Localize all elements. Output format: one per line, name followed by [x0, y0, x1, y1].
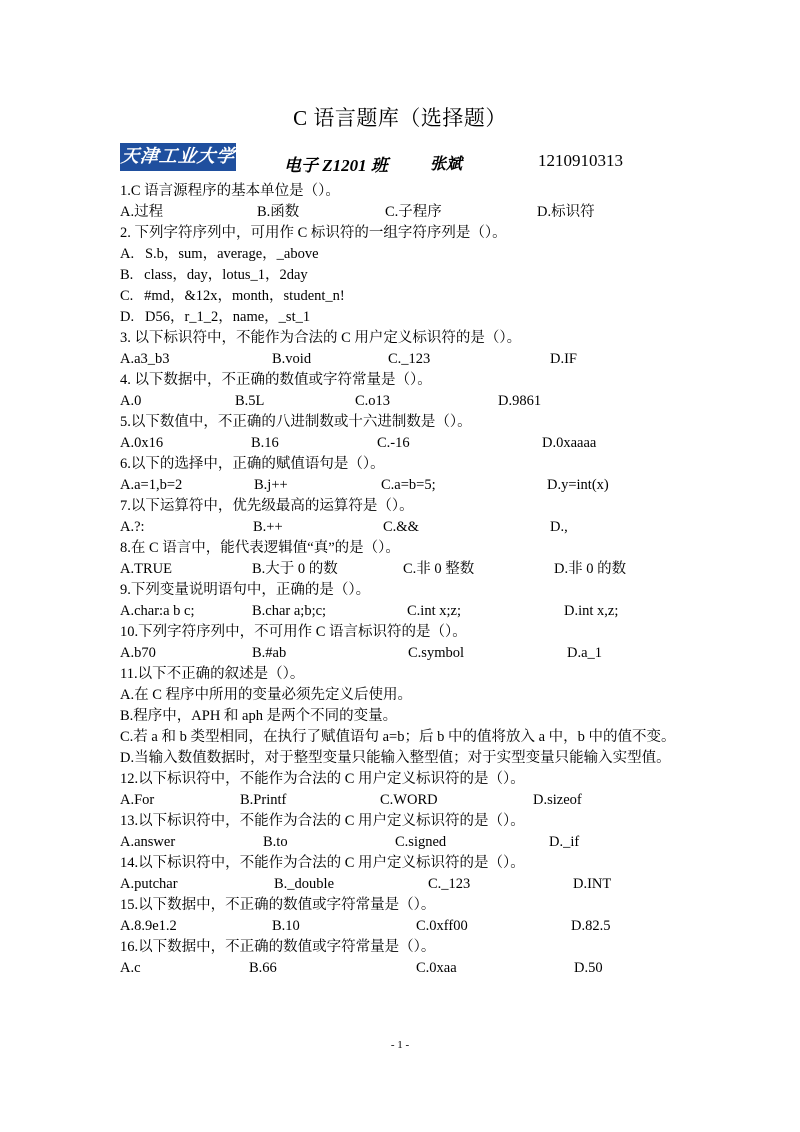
option-d: D._if: [549, 834, 580, 850]
option-c: C.若 a 和 b 类型相同，在执行了赋值语句 a=b；后 b 中的值将放入 a 中，b 中的值不变。: [120, 729, 676, 745]
question-16-options: [120, 958, 680, 979]
university-logo: [120, 143, 236, 171]
option-a: A.b70: [120, 645, 156, 661]
option-b: B.j++: [254, 477, 288, 493]
option-c: C.-16: [377, 435, 410, 451]
question-5-options: [120, 433, 680, 454]
option-b: B.5L: [235, 393, 265, 409]
option-d: D.50: [574, 960, 603, 976]
option-d: D. D56，r_1_2，name，_st_1: [120, 309, 311, 325]
option-b: B._double: [274, 876, 335, 892]
question-6-stem: 6.以下的选择中，正确的赋值语句是（）。: [120, 456, 385, 472]
option-c: C. #md，&12x，month，student_n!: [120, 288, 345, 304]
question-9-options: [120, 601, 680, 622]
question-11-stem: 11.以下不正确的叙述是（）。: [120, 666, 305, 682]
option-a: A.0: [120, 393, 142, 409]
option-c: C.子程序: [385, 204, 442, 220]
question-15-options: [120, 916, 680, 937]
question-8-stem: 8.在 C 语言中，能代表逻辑值“真”的是（）。: [120, 540, 400, 556]
question-1-options: [120, 202, 680, 223]
question-12-stem: 12.以下标识符中，不能作为合法的 C 用户定义标识符的是（）。: [120, 771, 525, 787]
option-d: D.0xaaaa: [542, 435, 597, 451]
option-c: C.&&: [383, 519, 419, 535]
question-13-options: [120, 832, 680, 853]
option-a: A.answer: [120, 834, 176, 850]
option-c: C.a=b=5;: [381, 477, 436, 493]
option-a: A.过程: [120, 204, 164, 220]
student-name: 张斌: [430, 156, 463, 173]
option-a: A.TRUE: [120, 561, 172, 577]
page-title: C 语言题库（选择题）: [293, 106, 507, 130]
option-a: A.?:: [120, 519, 145, 535]
option-c: C.int x;z;: [407, 603, 461, 619]
option-d: D.,: [550, 519, 568, 535]
option-b: B.10: [272, 918, 300, 934]
question-2-stem: 2. 下列字符序列中，可用作 C 标识符的一组字符序列是（）。: [120, 225, 507, 241]
option-c: C._123: [428, 876, 471, 892]
question-10-stem: 10.下列字符序列中，不可用作 C 语言标识符的是（）。: [120, 624, 467, 640]
option-a: A.c: [120, 960, 141, 976]
question-12-options: [120, 790, 680, 811]
option-b: B.66: [249, 960, 277, 976]
document-header: [120, 143, 680, 173]
option-b: B.16: [251, 435, 279, 451]
option-c: C.o13: [355, 393, 391, 409]
option-a: A.char:a b c;: [120, 603, 195, 619]
question-1-stem: 1.C 语言源程序的基本单位是（）。: [120, 183, 340, 199]
option-b: B.#ab: [252, 645, 287, 661]
option-c: C.0xaa: [416, 960, 457, 976]
option-c: C.非 0 整数: [403, 561, 475, 577]
option-d: D.82.5: [571, 918, 611, 934]
question-8-options: [120, 559, 680, 580]
option-c: C._123: [388, 351, 431, 367]
question-7-stem: 7.以下运算符中，优先级最高的运算符是（）。: [120, 498, 414, 514]
option-c: C.WORD: [380, 792, 438, 808]
question-4-stem: 4. 以下数据中，不正确的数值或字符常量是（）。: [120, 372, 432, 388]
option-d: D.标识符: [537, 204, 595, 220]
option-d: D.9861: [498, 393, 542, 409]
question-15-stem: 15.以下数据中，不正确的数值或字符常量是（）。: [120, 897, 436, 913]
option-b: B.Printf: [240, 792, 287, 808]
question-9-stem: 9.下列变量说明语句中，正确的是（）。: [120, 582, 371, 598]
option-d: D.a_1: [567, 645, 603, 661]
option-b: B.to: [263, 834, 288, 850]
page-number: - 1 -: [390, 1039, 410, 1051]
option-c: C.0xff00: [416, 918, 468, 934]
option-d: D.sizeof: [533, 792, 582, 808]
question-14-options: [120, 874, 680, 895]
option-d: D.y=int(x): [547, 477, 609, 493]
option-a: A. S.b，sum，average，_above: [120, 246, 319, 262]
question-4-options: [120, 391, 680, 412]
option-a: A.8.9e1.2: [120, 918, 177, 934]
option-d: D.int x,z;: [564, 603, 619, 619]
option-a: A.For: [120, 792, 155, 808]
option-a: A.a3_b3: [120, 351, 170, 367]
student-id: 1210910313: [538, 151, 623, 170]
option-d: D.当输入数值数据时，对于整型变量只能输入整型值；对于实型变量只能输入实型值。: [120, 750, 671, 766]
question-16-stem: 16.以下数据中，不正确的数值或字符常量是（）。: [120, 939, 436, 955]
option-c: C.symbol: [408, 645, 464, 661]
option-a: A.在 C 程序中所用的变量必须先定义后使用。: [120, 687, 413, 703]
option-b: B. class，day，lotus_1，2day: [120, 267, 308, 283]
option-b: B.++: [253, 519, 283, 535]
question-3-stem: 3. 以下标识符中，不能作为合法的 C 用户定义标识符的是（）。: [120, 330, 522, 346]
option-b: B.char a;b;c;: [252, 603, 327, 619]
question-10-options: [120, 643, 680, 664]
question-list: [120, 181, 680, 979]
class-label: 电子 Z1201 班: [284, 156, 388, 175]
question-14-stem: 14.以下标识符中，不能作为合法的 C 用户定义标识符的是（）。: [120, 855, 525, 871]
option-d: D.IF: [550, 351, 577, 367]
question-13-stem: 13.以下标识符中，不能作为合法的 C 用户定义标识符的是（）。: [120, 813, 525, 829]
question-3-options: [120, 349, 680, 370]
logo-text: 天津工业大学: [119, 146, 237, 167]
question-7-options: [120, 517, 680, 538]
question-6-options: [120, 475, 680, 496]
option-a: A.putchar: [120, 876, 178, 892]
question-5-stem: 5.以下数值中，不正确的八进制数或十六进制数是（）。: [120, 414, 472, 430]
option-b: B.程序中，APH 和 aph 是两个不同的变量。: [120, 708, 398, 724]
option-c: C.signed: [395, 834, 447, 850]
option-b: B.void: [272, 351, 312, 367]
option-d: D.非 0 的数: [554, 561, 627, 577]
option-d: D.INT: [573, 876, 612, 892]
option-a: A.a=1,b=2: [120, 477, 183, 493]
option-b: B.大于 0 的数: [252, 561, 338, 577]
option-a: A.0x16: [120, 435, 164, 451]
option-b: B.函数: [257, 204, 300, 220]
